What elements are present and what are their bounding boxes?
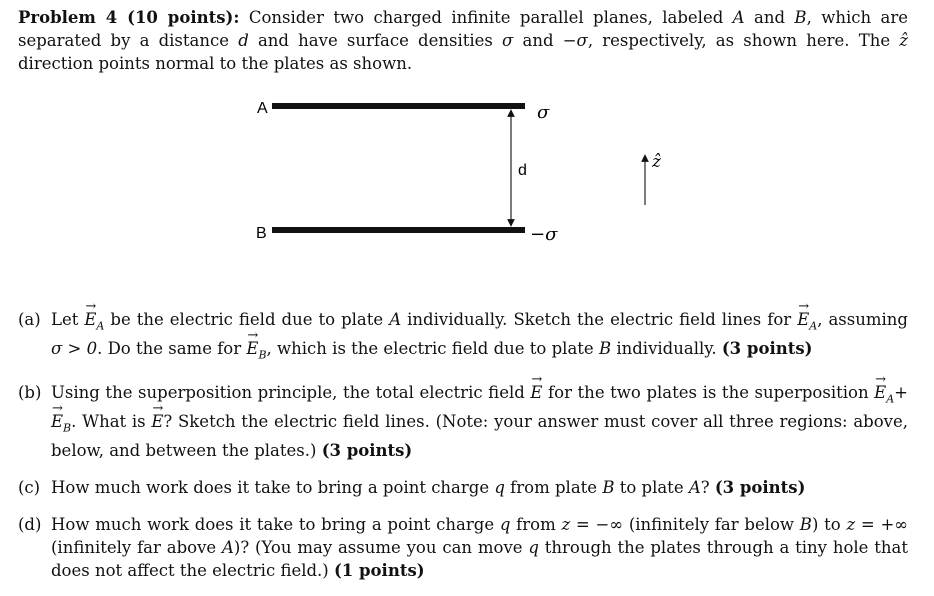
intro-text: Consider two charged infinite parallel planes, labeled [239, 8, 733, 27]
part-label: (a) [18, 310, 41, 329]
problem-heading: Problem 4 (10 points): [18, 8, 240, 27]
part-a [18, 308, 908, 367]
part-text: Let → $E_A$ be the electric field due to plate A individually. Sketch the electric field lines for → $E_A$, assuming σ > 0. Do the same for → $E_B$, which is the electric field due to plate B individually. (3 points) [51, 308, 908, 367]
distance-label: d [518, 162, 527, 179]
intro-text: and have surface densities [248, 31, 503, 50]
plate-a [272, 103, 525, 109]
part-text: How much work does it take to bring a point charge q from z = −∞ (infinitely far below B) to z = +∞ (infinitely far above A)? (You may assume you can move q through the plates through a tiny hole that does not affect the electric field.) (1 points) [51, 515, 909, 581]
part-c [18, 476, 908, 499]
intro-text: , which are separated by a distance [18, 8, 908, 50]
plate-b-label: B [256, 225, 267, 242]
var-zhat: ẑ [899, 31, 908, 50]
part-d [18, 513, 908, 582]
part-label: (d) [18, 515, 42, 535]
part-text: Using the superposition principle, the total electric field → E for the two plates is the superposition → $E_A+\to E_B$. What is → E? Sketch the electric field lines. (Note: your answer must cover all three regions: above, below, and between the plates.) (3 points) [51, 381, 908, 463]
var-b: B [794, 8, 807, 27]
var-neg-sigma: −σ [562, 31, 588, 50]
part-label: (c) [18, 478, 41, 498]
var-a: A [732, 8, 745, 27]
intro-text: direction points normal to the plates as shown. [18, 54, 413, 73]
intro-text: , respectively, as shown here. The [587, 31, 900, 50]
neg-sigma-label: −σ [530, 224, 558, 245]
sigma-label: σ [537, 102, 550, 123]
part-text: How much work does it take to bring a point charge q from plate B to plate A? (3 points) [51, 478, 806, 498]
plate-a-label: A [257, 100, 268, 117]
z-label: ẑ [652, 152, 661, 172]
part-label: (b) [18, 382, 42, 402]
var-d: d [238, 31, 249, 50]
intro-text: and [513, 31, 563, 50]
plate-b [272, 227, 525, 233]
parts-list [18, 308, 908, 596]
part-b [18, 381, 908, 463]
var-sigma: σ [502, 31, 514, 50]
intro-text: and [744, 8, 795, 27]
